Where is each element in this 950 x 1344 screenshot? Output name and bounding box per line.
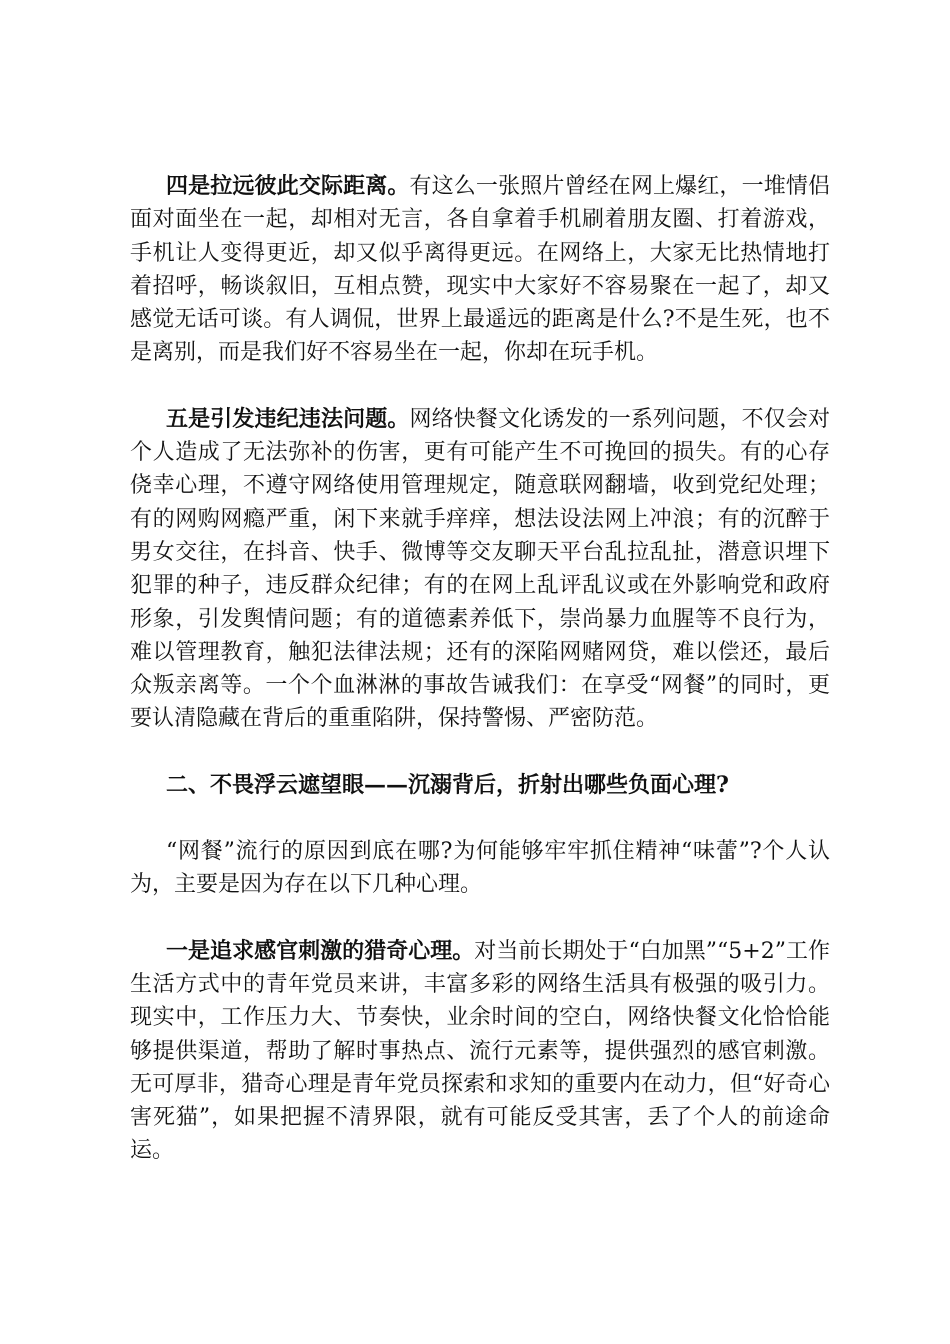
paragraph-lead: 一是追求感官刺激的猎奇心理。 bbox=[166, 937, 475, 964]
document-body bbox=[130, 170, 830, 1201]
paragraph-curiosity bbox=[130, 935, 830, 1168]
paragraph-text: 网络快餐文化诱发的一系列问题，不仅会对个人造成了无法弥补的伤害，更有可能产生不可挽回的损失。有的心存侥幸心理，不遵守网络使用管理规定，随意联网翻墙，收到党纪处理；有的网购网瘾严重，闲下来就手痒痒，想法设法网上冲浪；有的沉醉于男女交往，在抖音、快手、微博等交友聊天平台乱拉乱扯，潜意识埋下犯罪的种子，违反群众纪律；有的在网上乱评乱议或在外影响党和政府形象，引发舆情问题；有的道德素养低下，崇尚暴力血腥等不良行为，难以管理教育，触犯法律法规；还有的深陷网赌网贷，难以偿还，最后众叛亲离等。一个个血淋淋的事故告诫我们：在享受“网餐”的同时，更要认清隐藏在背后的重重陷阱，保持警惕、严密防范。 bbox=[130, 406, 830, 732]
section-heading: 二、不畏浮云遮望眼——沉溺背后，折射出哪些负面心理? bbox=[166, 771, 729, 798]
paragraph-violations bbox=[130, 403, 830, 736]
paragraph-intro: “网餐”流行的原因到底在哪?为何能够牢牢抓住精神“味蕾”?个人认为，主要是因为存在以下几种心理。 bbox=[130, 839, 830, 898]
paragraph-text: 有这么一张照片曾经在网上爆红，一堆情侣面对面坐在一起，却相对无言，各自拿着手机刷着朋友圈、打着游戏，手机让人变得更近，却又似乎离得更远。在网络上，大家无比热情地打着招呼，畅谈叙旧，互相点赞，现实中大家好不容易聚在一起了，却又感觉无话可谈。有人调侃，世界上最遥远的距离是什么?不是生死，也不是离别，而是我们好不容易坐在一起，你却在玩手机。 bbox=[130, 174, 830, 366]
paragraph-distance bbox=[130, 170, 830, 370]
paragraph-lead: 四是拉远彼此交际距离。 bbox=[166, 173, 410, 199]
paragraph-lead: 五是引发违纪违法问题。 bbox=[166, 405, 410, 432]
paragraph-text: 对当前长期处于“白加黑”“5+2”工作生活方式中的青年党员来讲，丰富多彩的网络生活具有极强的吸引力。现实中，工作压力大、节奏快，业余时间的空白，网络快餐文化恰恰能够提供渠道，帮助了解时事热点、流行元素等，提供强烈的感官刺激。无可厚非，猎奇心理是青年党员探索和求知的重要内在动力，但“好奇心害死猫”，如果把握不清界限，就有可能反受其害，丢了个人的前途命运。 bbox=[130, 938, 830, 1164]
